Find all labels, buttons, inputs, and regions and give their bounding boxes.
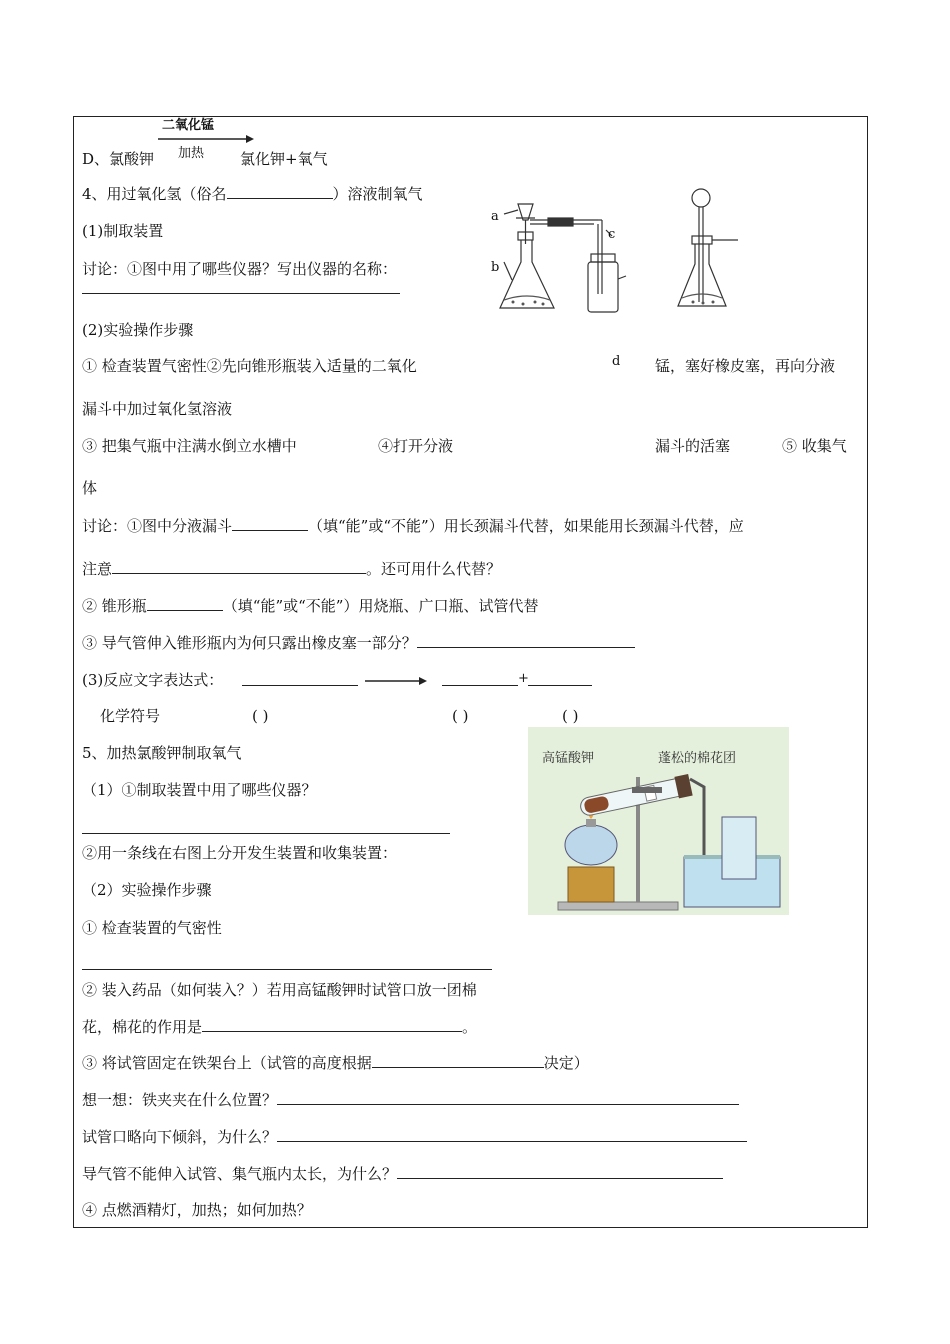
blank-airtightness[interactable] [82, 969, 492, 970]
section5-q1: （1）①制取装置中用了哪些仪器？ [82, 781, 317, 799]
step4: ④打开分液 [378, 437, 454, 455]
blank-product1[interactable] [442, 685, 518, 686]
section5-sub2: （2）实验操作步骤 [82, 881, 212, 899]
blank-reactant[interactable] [242, 685, 358, 686]
section4-sub1: (1)制取装置 [82, 222, 164, 240]
discussion4 [82, 633, 635, 653]
section4-title-suffix: ）溶液制氧气 [332, 185, 423, 203]
kmno4-apparatus-figure [528, 727, 789, 915]
discussion3-a: ② 锥形瓶 [82, 597, 147, 615]
step5: ⑤ 收集气 [782, 437, 847, 455]
step3-b: 决定） [543, 1054, 589, 1072]
discussion2-cont [82, 559, 501, 579]
section5-step2b [82, 1017, 477, 1037]
blank-cotton[interactable] [202, 1017, 462, 1032]
section5-think [82, 1090, 739, 1110]
reaction-arrow-icon [158, 133, 254, 145]
blank-clamp[interactable] [277, 1090, 739, 1105]
discussion2-a: 讨论：①图中分液漏斗 [82, 517, 233, 535]
option-d-products: 氯化钾+氧气 [240, 150, 328, 168]
step4b: 漏斗的活塞 [655, 437, 731, 455]
section4-sub2: (2)实验操作步骤 [82, 321, 194, 339]
photo-label-cotton: 蓬松的棉花团 [658, 751, 737, 766]
blank-tube[interactable] [417, 633, 635, 648]
step2b-b: 。 [462, 1018, 478, 1036]
symbol-paren-1: ( ) [252, 707, 269, 725]
blank-flask[interactable] [147, 596, 223, 611]
section5-step2: ② 装入药品（如何装入？）若用高锰酸钾时试管口放一团棉 [82, 981, 477, 999]
section5-q2: ②用一条线在右图上分开发生装置和收集装置： [82, 844, 398, 862]
blank-height[interactable] [372, 1053, 544, 1068]
condition-label: 加热 [178, 146, 205, 161]
chemical-symbols-label: 化学符号 [100, 707, 161, 725]
reaction-arrow-icon [365, 675, 427, 687]
label-a: a [491, 209, 499, 224]
plus-sign: + [518, 671, 529, 686]
section5-tilt [82, 1127, 747, 1147]
blank-product2[interactable] [528, 685, 592, 686]
section5-step4: ④ 点燃酒精灯，加热；如何加热？ [82, 1201, 312, 1219]
discussion2-d: 。还可用什么代替？ [366, 560, 502, 578]
step3-a: ③ 将试管固定在铁架台上（试管的高度根据 [82, 1054, 372, 1072]
discussion3-b: （填“能”或“不能”）用烧瓶、广口瓶、试管代替 [222, 597, 539, 615]
discussion2-c: 注意 [82, 560, 113, 578]
h2o2-apparatus-figure [488, 184, 748, 319]
symbol-paren-3: ( ) [562, 707, 579, 725]
section4-title-prefix: 4、用过氧化氢（俗名 [82, 185, 227, 203]
section5-tube [82, 1164, 723, 1184]
discussion4-text: ③ 导气管伸入锥形瓶内为何只露出橡皮塞一部分？ [82, 634, 417, 652]
discussion2 [82, 516, 744, 536]
step1b: 锰，塞好橡皮塞，再向分液 [655, 357, 836, 375]
blank-instruments-5[interactable] [82, 833, 450, 834]
section4-sub3: (3)反应文字表达式： [82, 671, 224, 689]
step1a: ① 检查装置气密性②先向锥形瓶装入适量的二氧化 [82, 357, 417, 375]
section5-step3 [82, 1053, 589, 1073]
option-d-reactant: D、氯酸钾 [82, 150, 155, 168]
discussion2-b: （填“能”或“不能”）用长颈漏斗代替，如果能用长颈漏斗代替，应 [308, 517, 744, 535]
symbol-paren-2: ( ) [452, 707, 469, 725]
section4-title [82, 184, 423, 204]
label-b: b [491, 260, 500, 275]
blank-instruments[interactable] [82, 293, 400, 294]
tilt-text: 试管口略向下倾斜，为什么？ [82, 1128, 278, 1146]
blank-tilt[interactable] [277, 1127, 747, 1142]
step1c: 漏斗中加过氧化氢溶液 [82, 400, 233, 418]
photo-label-kmno4: 高锰酸钾 [542, 751, 595, 766]
blank-common-name[interactable] [227, 184, 333, 199]
step2b-a: 花，棉花的作用是 [82, 1018, 203, 1036]
blank-tube-length[interactable] [397, 1164, 723, 1179]
label-d: d [612, 354, 621, 369]
tube-text: 导气管不能伸入试管、集气瓶内太长，为什么？ [82, 1165, 398, 1183]
section4-discussion1: 讨论：①图中用了哪些仪器？写出仪器的名称： [82, 260, 398, 278]
blank-funnel[interactable] [232, 516, 308, 531]
think-text: 想一想：铁夹夹在什么位置？ [82, 1091, 278, 1109]
step5b: 体 [82, 479, 98, 497]
blank-attention[interactable] [112, 559, 366, 574]
section5-title: 5、加热氯酸钾制取氧气 [82, 744, 242, 762]
discussion3 [82, 596, 538, 616]
section5-step1: ① 检查装置的气密性 [82, 919, 222, 937]
label-c: c [608, 227, 616, 242]
catalyst-label: 二氧化锰 [162, 118, 215, 133]
step3: ③ 把集气瓶中注满水倒立水槽中 [82, 437, 297, 455]
